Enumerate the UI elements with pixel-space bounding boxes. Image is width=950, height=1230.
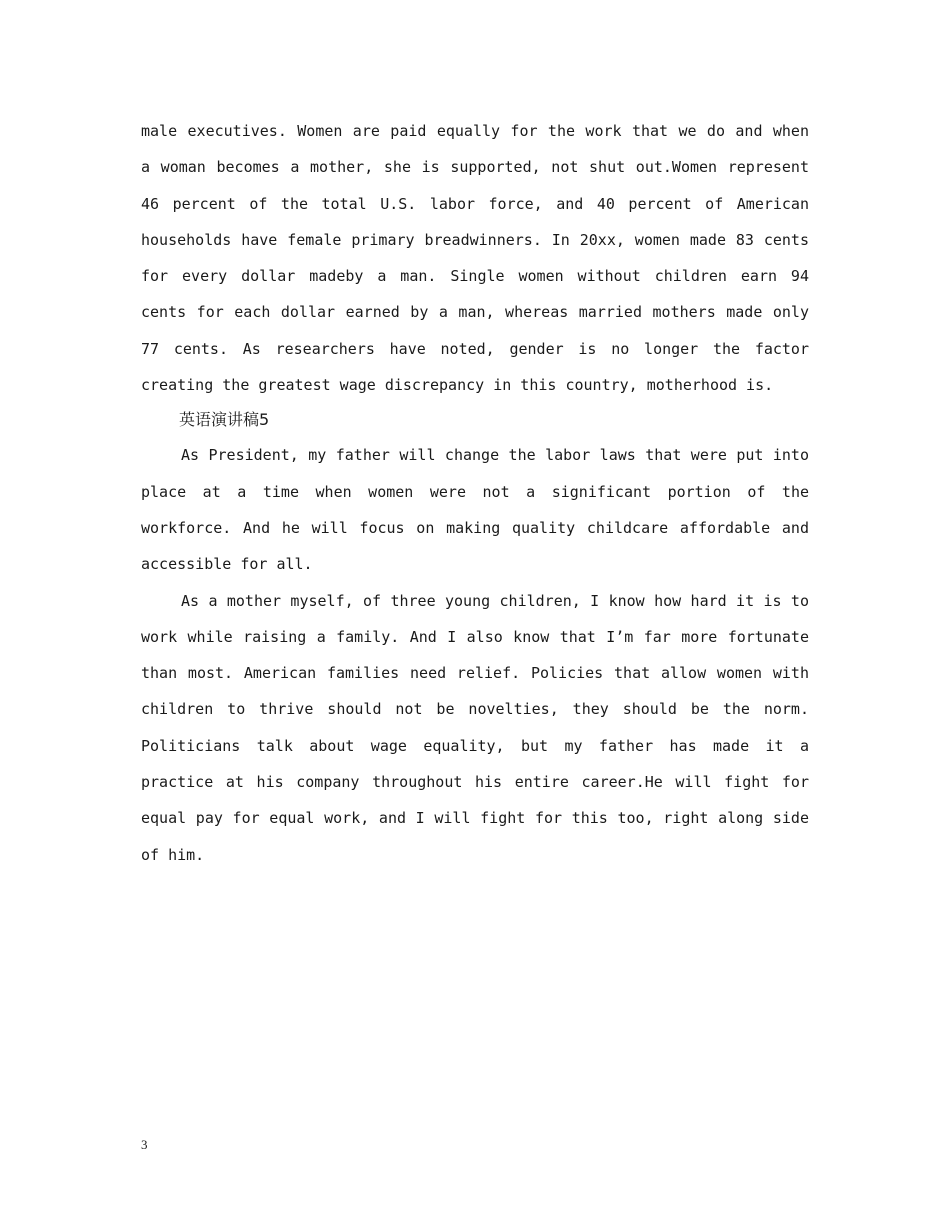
document-body [141,113,809,873]
paragraph-mother-myself: As a mother myself, of three young children, I know how hard it is to work while raising a family. And I also know that I’m far more fortunate than most. American families need relief. Policies that allow women with children to thrive should not be novelties, they should be the norm. Politicians talk about wage equality, but my father has made it a practice at his company throughout his entire career.He will fight for equal pay for equal work, and I will fight for this too, right along side of him. [141,591,809,864]
paragraph-wage-statistics: male executives. Women are paid equally for the work that we do and when a woman becomes a mother, she is supported, not shut out.Women represent 46 percent of the total U.S. labor force, and 40 percent of American households have female primary breadwinners. In 20xx, women made 83 cents for every dollar madeby a man. Single women without children earn 94 cents for each dollar earned by a man, whereas married mothers made only 77 cents. As researchers have noted, gender is no longer the factor creating the greatest wage discrepancy in this country, motherhood is. [141,122,809,395]
section-heading: 英语演讲稿5 [179,410,270,430]
paragraph-labor-laws: As President, my father will change the labor laws that were put into place at a time when women were not a significant portion of the workforce. And he will focus on making quality childcare affordable and accessible for all. [141,446,809,574]
page-number: 3 [141,1137,148,1152]
